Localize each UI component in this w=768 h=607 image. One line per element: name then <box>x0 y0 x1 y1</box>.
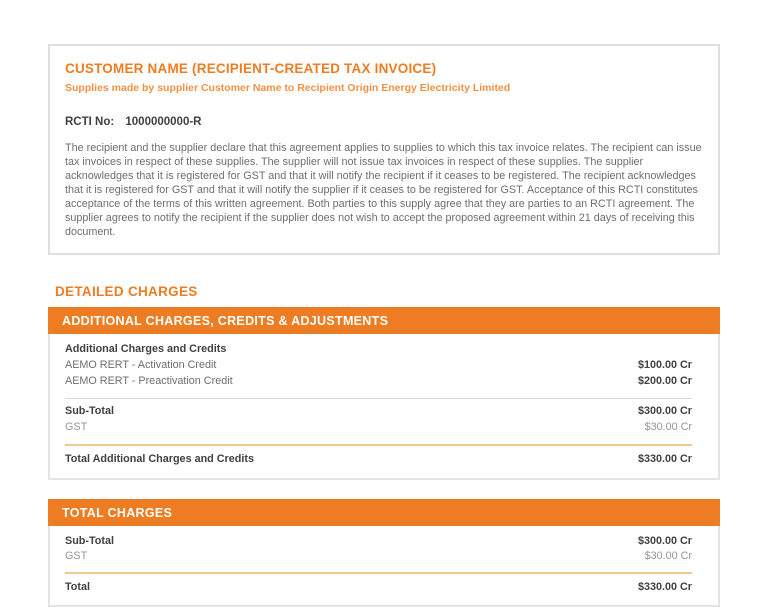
line-item-amount: $200.00 Cr <box>637 375 692 387</box>
subtotal-amount: $300.00 Cr <box>637 535 692 547</box>
subtotal-label: Sub-Total <box>65 405 114 417</box>
gst-amount: $30.00 Cr <box>644 421 692 433</box>
line-item-label: AEMO RERT - Activation Credit <box>65 359 217 371</box>
table-row <box>65 359 692 375</box>
line-item-amount: $100.00 Cr <box>637 359 692 371</box>
total-charges-header-bar <box>48 499 720 526</box>
subtotal-row <box>65 405 692 421</box>
gst-label: GST <box>65 550 88 562</box>
total-divider <box>65 572 692 574</box>
gst-label: GST <box>65 421 88 433</box>
additional-charges-header-label: ADDITIONAL CHARGES, CREDITS & ADJUSTMENTS <box>62 313 389 328</box>
section-total-label: Total Additional Charges and Credits <box>65 453 254 465</box>
section-total-amount: $330.00 Cr <box>637 453 692 465</box>
detailed-charges-heading: DETAILED CHARGES <box>55 284 198 299</box>
section-total-row <box>65 453 692 469</box>
table-row <box>65 375 692 391</box>
total-divider <box>65 444 692 446</box>
total-charges-header-label: TOTAL CHARGES <box>62 505 173 520</box>
total-charges-table <box>48 526 720 607</box>
invoice-page <box>48 44 720 607</box>
line-item-label: AEMO RERT - Preactivation Credit <box>65 375 233 387</box>
rcti-label: RCTI No: <box>65 116 115 128</box>
gst-row <box>65 550 692 565</box>
invoice-subtitle: Supplies made by supplier Customer Name to Recipient Origin Energy Electricity Limited <box>65 82 511 94</box>
grand-total-label: Total <box>65 581 90 593</box>
gst-amount: $30.00 Cr <box>644 550 692 562</box>
agreement-text: The recipient and the supplier declare that this agreement applies to supplies to which this tax invoice relates. The recipient can issue tax invoices in respect of these supplies. The supplier will not issue tax invoices in respect of these supplies. The supplier acknowledges that it is registered for GST and that it will notify the recipient if it ceases to be registered. The recipient acknowledges that it is registered for GST and that it will notify the supplier if it ceases to be registered for GST. Acceptance of this RCTI constitutes acceptance of the terms of this written agreement. Both parties to this supply agree that they are parties to an RCTI agreement. The supplier agrees to notify the recipient if the supplier does not wish to accept the proposed agreement within 21 days of receiving this document. <box>65 142 702 238</box>
subtotal-label: Sub-Total <box>65 535 114 547</box>
grand-total-amount: $330.00 Cr <box>637 581 692 593</box>
section-gap <box>48 480 720 499</box>
invoice-title: CUSTOMER NAME (RECIPIENT-CREATED TAX INVOICE) <box>65 61 437 76</box>
subtotal-amount: $300.00 Cr <box>637 405 692 417</box>
agreement-box <box>48 44 720 255</box>
additional-charges-header-bar <box>48 307 720 334</box>
subtotal-row <box>65 535 692 550</box>
divider <box>65 398 692 399</box>
gst-row <box>65 421 692 437</box>
charges-group-row <box>65 343 692 359</box>
rcti-number-line <box>65 116 703 128</box>
charges-group-label: Additional Charges and Credits <box>65 343 227 355</box>
additional-charges-table <box>48 334 720 480</box>
rcti-number: 1000000000-R <box>125 116 202 128</box>
grand-total-row <box>65 581 692 596</box>
